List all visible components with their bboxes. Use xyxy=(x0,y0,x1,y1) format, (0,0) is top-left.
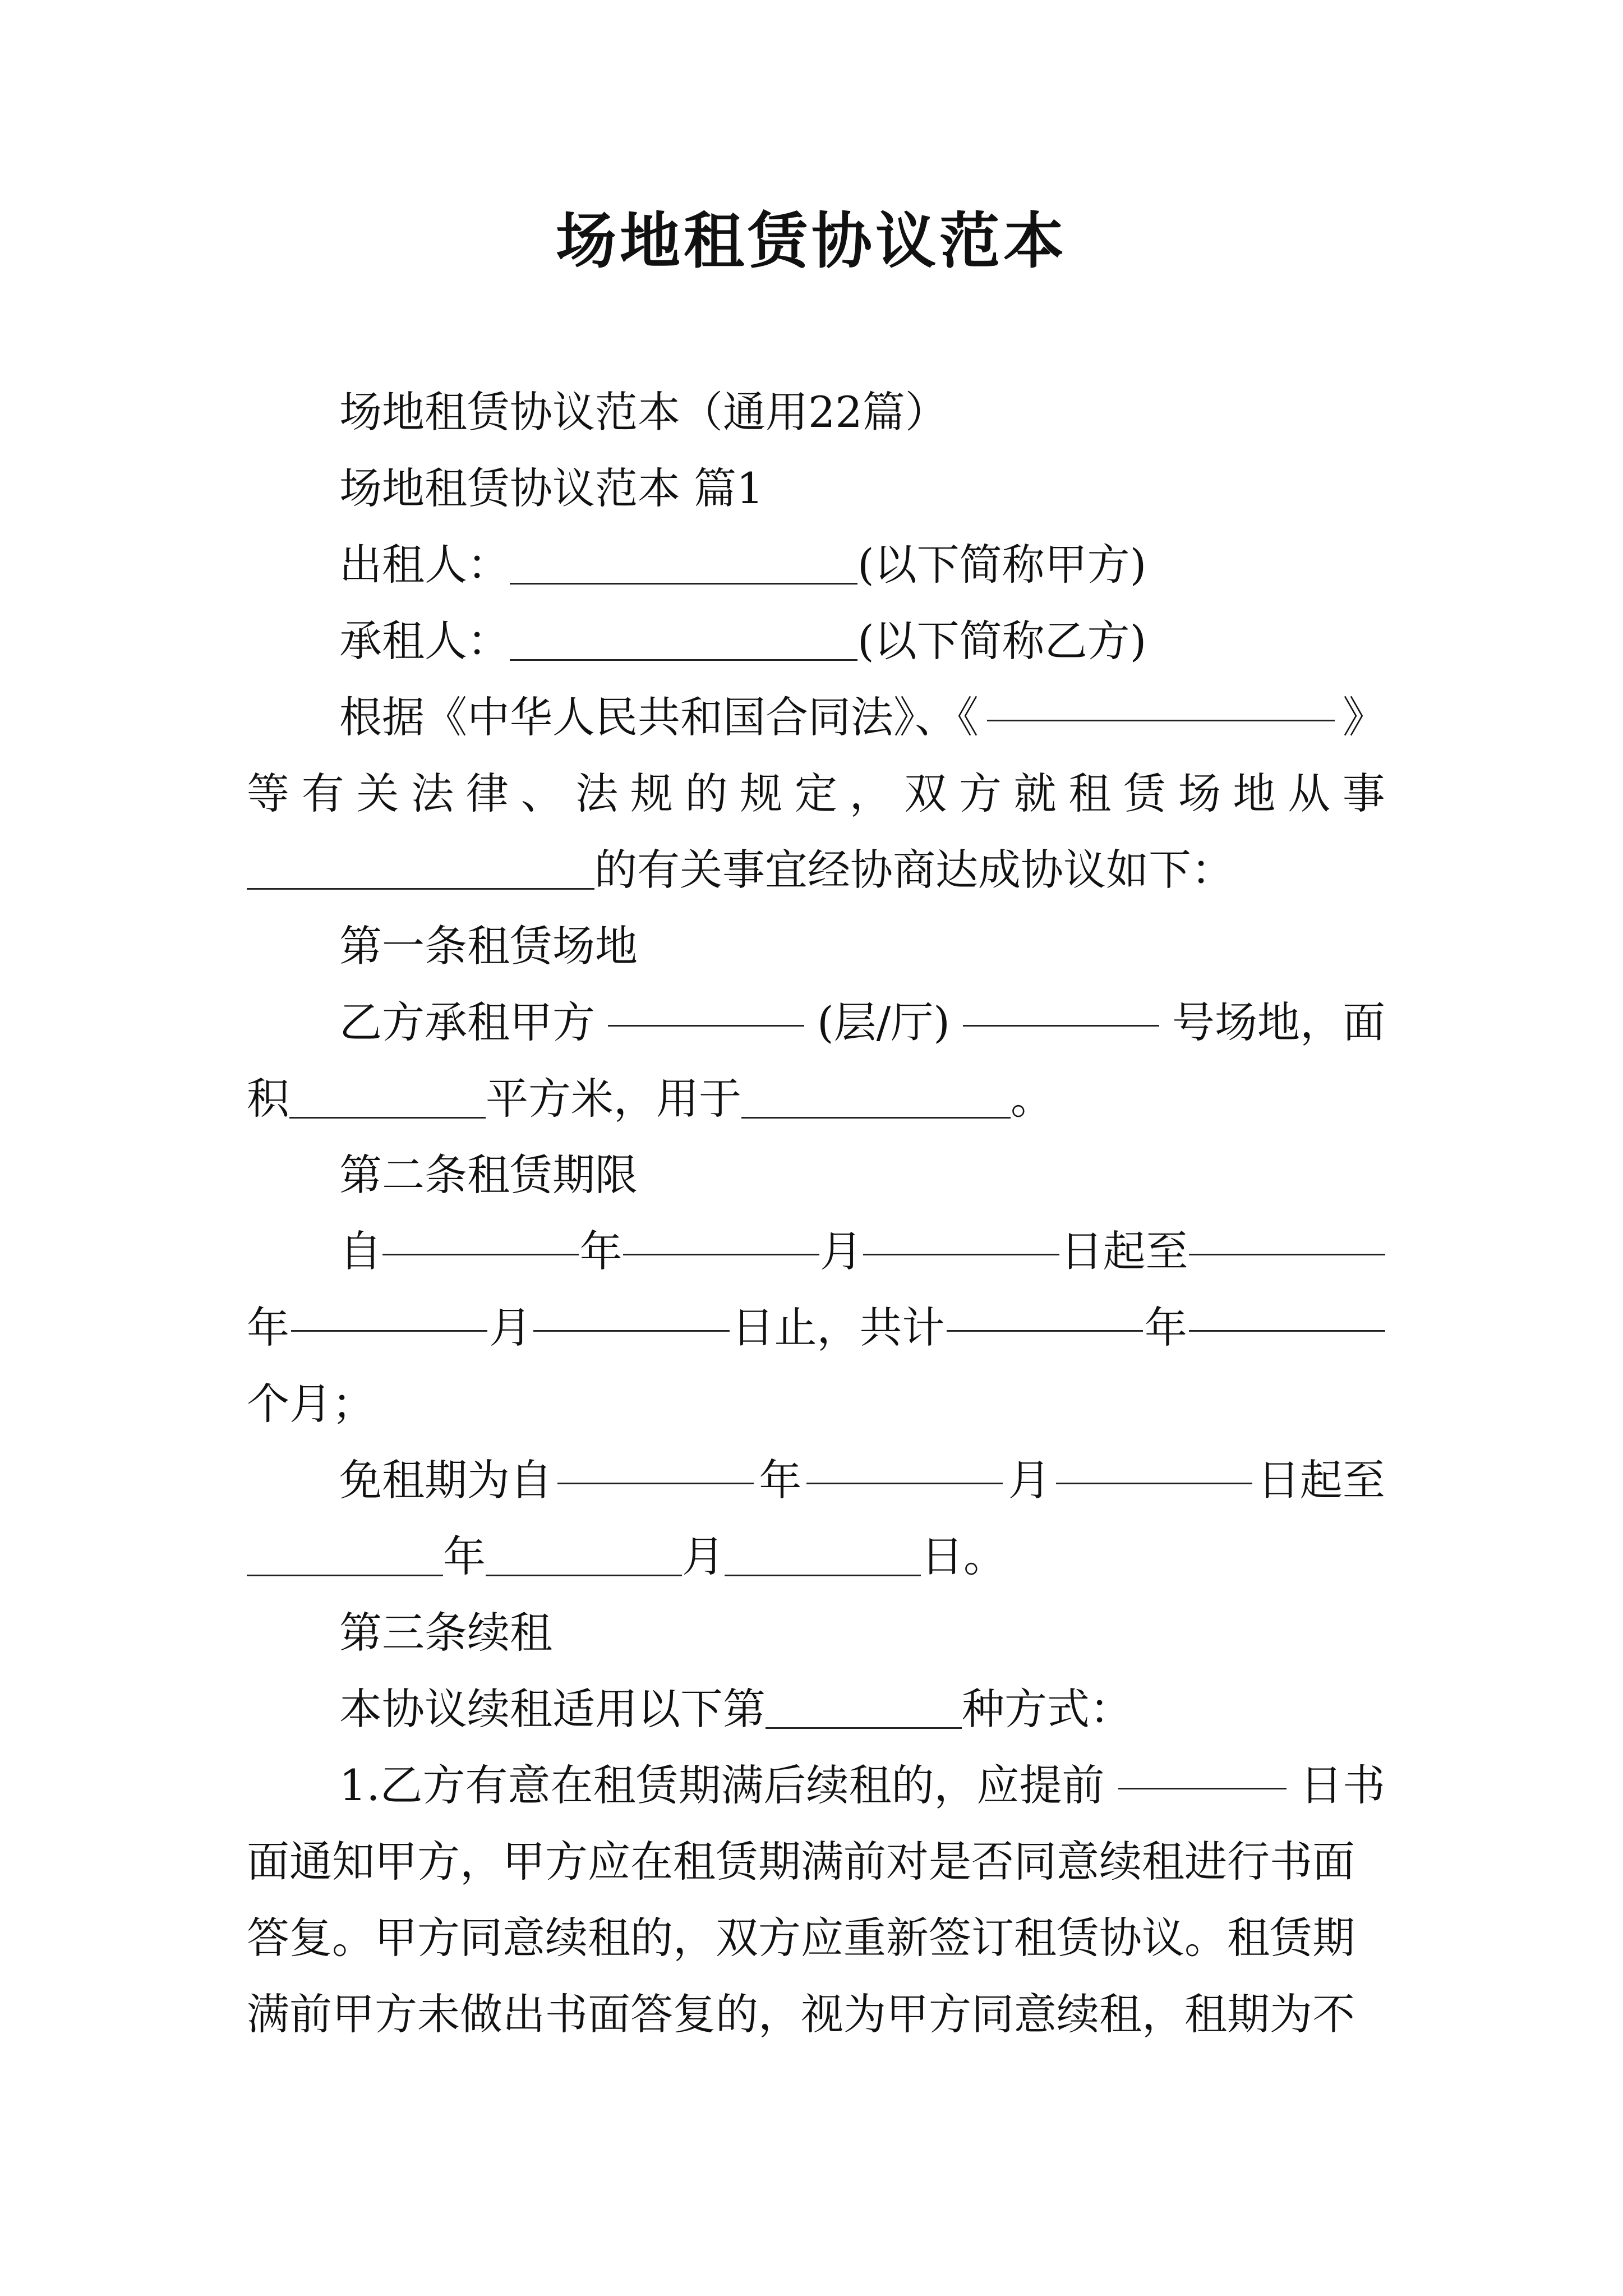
char: 事 xyxy=(1342,769,1385,818)
text: 本协议续租适用以下第 xyxy=(339,1684,766,1734)
article-3-line1 xyxy=(247,1671,1385,1747)
document-body xyxy=(247,374,1385,2053)
rent-free-line1 xyxy=(247,1442,1385,1519)
text: 年 xyxy=(247,1303,289,1352)
article-2-heading: 第二条租赁期限 xyxy=(339,1150,638,1200)
blank-field xyxy=(247,848,594,890)
article-3-line2 xyxy=(247,1747,1385,1824)
char: 等 xyxy=(247,769,289,818)
char: ， xyxy=(849,769,892,818)
char: 赁 xyxy=(1123,769,1166,818)
blank-field xyxy=(533,1290,730,1332)
lessor-suffix: (以下简称甲方) xyxy=(857,540,1147,590)
document-title: 场地租赁协议范本 xyxy=(555,206,1067,277)
blank-field xyxy=(1189,1213,1385,1255)
text: 日书 xyxy=(1299,1760,1385,1810)
blank-field xyxy=(608,984,804,1027)
text: 1.乙方有意在租赁期满后续租的，应提前 xyxy=(339,1760,1105,1810)
text: 月 xyxy=(489,1303,532,1352)
article-2-line1 xyxy=(247,1213,1385,1290)
char: 双 xyxy=(904,769,947,818)
char: 定 xyxy=(794,769,837,818)
text: 年 xyxy=(1144,1303,1187,1352)
blank-field xyxy=(1056,1442,1252,1484)
paragraph-basis-line1 xyxy=(247,679,1385,756)
text: 积 xyxy=(247,1074,289,1124)
article-1-heading: 第一条租赁场地 xyxy=(339,921,638,971)
char: 、 xyxy=(520,769,564,818)
article-3-heading: 第三条续租 xyxy=(339,1608,552,1658)
text: 年 xyxy=(759,1455,802,1505)
text: 种方式： xyxy=(962,1684,1132,1734)
paragraph-collection-title: 场地租赁协议范本（通用22篇） xyxy=(339,387,948,437)
blank-field xyxy=(766,1687,962,1729)
text: 免租期为自 xyxy=(339,1455,552,1505)
blank-field xyxy=(963,984,1159,1027)
blank-field xyxy=(486,1534,682,1576)
text: 自 xyxy=(339,1226,382,1276)
text: 月 xyxy=(820,1226,863,1276)
char: 的 xyxy=(685,769,728,818)
blank-field xyxy=(291,1290,487,1332)
rent-free-line2 xyxy=(247,1519,1385,1595)
text: 月 xyxy=(1008,1455,1051,1505)
article-3-line3: 面通知甲方，甲方应在租赁期满前对是否同意续租进行书面 xyxy=(247,1837,1355,1887)
text: 乙方承租甲方 xyxy=(339,997,595,1047)
char: 就 xyxy=(1013,769,1057,818)
text: 日。 xyxy=(921,1531,1006,1581)
char: 租 xyxy=(1068,769,1112,818)
char: 地 xyxy=(1233,769,1276,818)
text: 年 xyxy=(443,1531,486,1581)
lessor-label: 出租人： xyxy=(339,540,510,590)
basis-conclusion: 的有关事宜经协商达成协议如下： xyxy=(594,845,1234,895)
text: 月 xyxy=(682,1531,725,1581)
text: 平方米，用于 xyxy=(486,1074,741,1124)
paragraph-basis-line2 xyxy=(247,756,1385,832)
article-2-line3: 个月； xyxy=(247,1379,375,1429)
blank-field xyxy=(863,1213,1059,1255)
char: 律 xyxy=(465,769,509,818)
text: 日起至 xyxy=(1060,1226,1188,1276)
char: 有 xyxy=(301,769,344,818)
blank-field xyxy=(382,1213,579,1255)
text: 日止，共计 xyxy=(731,1303,945,1352)
text: 年 xyxy=(579,1226,623,1276)
basis-text: 根据《中华人民共和国合同法》、《 xyxy=(339,692,979,742)
char: 规 xyxy=(740,769,783,818)
lessee-label: 承租人： xyxy=(339,616,510,666)
text: 号场地，面 xyxy=(1172,997,1385,1047)
paragraph-basis-line3 xyxy=(247,832,1385,908)
blank-field xyxy=(510,542,857,585)
char: 从 xyxy=(1288,769,1331,818)
blank-field xyxy=(623,1213,819,1255)
blank-field xyxy=(1118,1747,1287,1789)
lessee-suffix: (以下简称乙方) xyxy=(857,616,1147,666)
char: 场 xyxy=(1178,769,1221,818)
blank-field xyxy=(987,679,1335,721)
article-3-line4: 答复。甲方同意续租的，双方应重新签订租赁协议。租赁期 xyxy=(247,1913,1355,1963)
blank-field xyxy=(289,1076,486,1119)
article-3-line5: 满前甲方未做出书面答复的，视为甲方同意续租，租期为不 xyxy=(247,1989,1355,2039)
text: 。 xyxy=(1011,1074,1053,1124)
blank-field xyxy=(741,1076,1011,1119)
char: 法 xyxy=(575,769,619,818)
text: 日起至 xyxy=(1257,1455,1385,1505)
paragraph-lessor xyxy=(247,527,1385,603)
paragraph-lessee xyxy=(247,603,1385,679)
blank-field xyxy=(247,1534,443,1576)
basis-close: 》 xyxy=(1343,692,1385,742)
char: 规 xyxy=(630,769,673,818)
char: 方 xyxy=(958,769,1002,818)
article-2-line2 xyxy=(247,1290,1385,1366)
blank-field xyxy=(1189,1290,1385,1332)
blank-field xyxy=(510,619,857,661)
article-1-line2 xyxy=(247,1061,1385,1137)
paragraph-chapter-heading: 场地租赁协议范本 篇1 xyxy=(339,463,764,513)
article-1-line1 xyxy=(247,984,1385,1061)
blank-field xyxy=(725,1534,921,1576)
char: 关 xyxy=(356,769,399,818)
char: 法 xyxy=(411,769,454,818)
blank-field xyxy=(947,1290,1143,1332)
text: (层/厅) xyxy=(817,997,950,1047)
blank-field xyxy=(806,1442,1003,1484)
blank-field xyxy=(557,1442,754,1484)
